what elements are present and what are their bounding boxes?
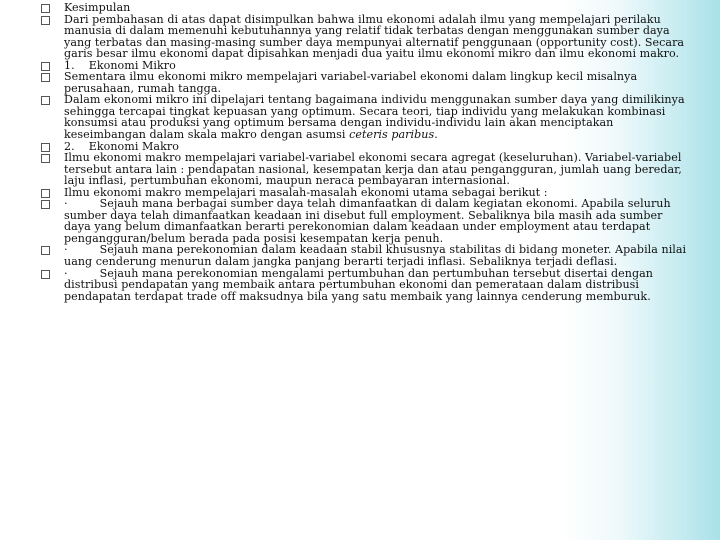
list-item bbox=[0, 152, 690, 187]
bullet-box-icon bbox=[41, 143, 50, 152]
bullet-box-icon bbox=[41, 16, 50, 25]
sub-bullet-dot: · bbox=[64, 197, 68, 211]
bullet-box-icon bbox=[41, 4, 50, 13]
paragraph-mikro-scope: Sementara ilmu ekonomi mikro mempelajari variabel-variabel ekonomi dalam lingkup kecil misalnya perusahaan, rumah tangga. bbox=[64, 70, 638, 95]
paragraph-makro-issues: Ilmu ekonomi makro mempelajari masalah-masalah ekonomi utama sebagai berikut : bbox=[64, 185, 548, 199]
sub-bullet-dot: · bbox=[64, 243, 68, 257]
bullet-box-icon bbox=[41, 62, 50, 71]
item-number: 1. bbox=[64, 58, 75, 72]
bullet-box-icon bbox=[41, 96, 50, 105]
item-number: 2. bbox=[64, 139, 75, 153]
bullet-box-icon bbox=[41, 200, 50, 209]
bullet-box-icon bbox=[41, 189, 50, 198]
bullet-box-icon bbox=[41, 73, 50, 82]
list-item bbox=[0, 244, 690, 267]
heading-kesimpulan: Kesimpulan bbox=[64, 1, 131, 14]
bullet-box-icon bbox=[41, 246, 50, 255]
paragraph-makro-scope: Ilmu ekonomi makro mempelajari variabel-variabel ekonomi secara agregat (keseluruhan). Variabel-variabel tersebut antara lain : pendapatan nasional, kesempatan kerja dan atau pengangguran, jumlah uang beredar, laju inflasi, pertumbuhan ekonomi, maupun neraca pembayaran internasional. bbox=[64, 151, 682, 188]
slide-content bbox=[0, 2, 690, 302]
heading-ekonomi-makro: Ekonomi Makro bbox=[88, 139, 179, 153]
list-item bbox=[0, 268, 690, 303]
heading-ekonomi-mikro: Ekonomi Mikro bbox=[88, 58, 176, 72]
sub-bullet-dot: · bbox=[64, 266, 68, 280]
list-item: Dalam ekonomi mikro ini dipelajari tentang bagaimana individu menggunakan sumber daya yang dimilikinya sehingga tercapai tingkat kepuasan yang optimum. Secara teori, tiap individu yang melakukan kombinasi konsumsi atau produksi yang optimum bersama dengan individu-individu lain akan menciptakan keseimbangan dalam skala makro dengan asumsi ceteris paribus. bbox=[0, 94, 690, 140]
paragraph-intro: Dari pembahasan di atas dapat disimpulkan bahwa ilmu ekonomi adalah ilmu yang mempelajari perilaku manusia di dalam memenuhi kebutuhannya yang relatif tidak terbatas dengan menggunakan sumber daya yang terbatas dan masing-masing sumber daya mempunyai alternatif penggunaan (opportunity cost). Secara garis besar ilmu ekonomi dapat dipisahkan menjadi dua yaitu ilmu ekonomi mikro dan ilmu ekonomi makro. bbox=[64, 12, 685, 61]
paragraph-employment: Sejauh mana berbagai sumber daya telah dimanfaatkan di dalam kegiatan ekonomi. Apabila seluruh sumber daya telah dimanfaatkan keadaan ini disebut full employment. Sebaliknya bila masih ada sumber daya yang belum dimanfaatkan berarti perekonomian dalam keadaan under employment atau terdapat pengangguran/belum berada pada posisi kesempatan kerja penuh. bbox=[64, 197, 671, 245]
italic-term: ceteris paribus bbox=[349, 128, 435, 142]
paragraph-growth: Sejauh mana perekonomian mengalami pertumbuhan dan pertumbuhan tersebut disertai dengan distribusi pendapatan yang membaik antara pertumbuhan ekonomi dan pemerataan dalam distribusi pendapatan terdapat trade off maksudnya bila yang satu membaik yang lainnya cenderung memburuk. bbox=[64, 266, 653, 303]
bullet-box-icon bbox=[41, 270, 50, 279]
list-item bbox=[0, 14, 690, 60]
list-item bbox=[0, 71, 690, 94]
paragraph-stability: Sejauh mana perekonomian dalam keadaan stabil khususnya stabilitas di bidang moneter. Apabila nilai uang cenderung menurun dalam jangka panjang berarti terjadi inflasi. Sebaliknya terjadi deflasi. bbox=[64, 243, 687, 269]
bullet-box-icon bbox=[41, 154, 50, 163]
list-item bbox=[0, 198, 690, 244]
paragraph-mikro-detail: Dalam ekonomi mikro ini dipelajari tentang bagaimana individu menggunakan sumber daya yang dimilikinya sehingga tercapai tingkat kepuasan yang optimum. Secara teori, tiap individu yang melakukan kombinasi konsumsi atau produksi yang optimum bersama dengan individu-individu lain akan menciptakan keseimbangan dalam skala makro dengan asumsi bbox=[64, 93, 685, 142]
